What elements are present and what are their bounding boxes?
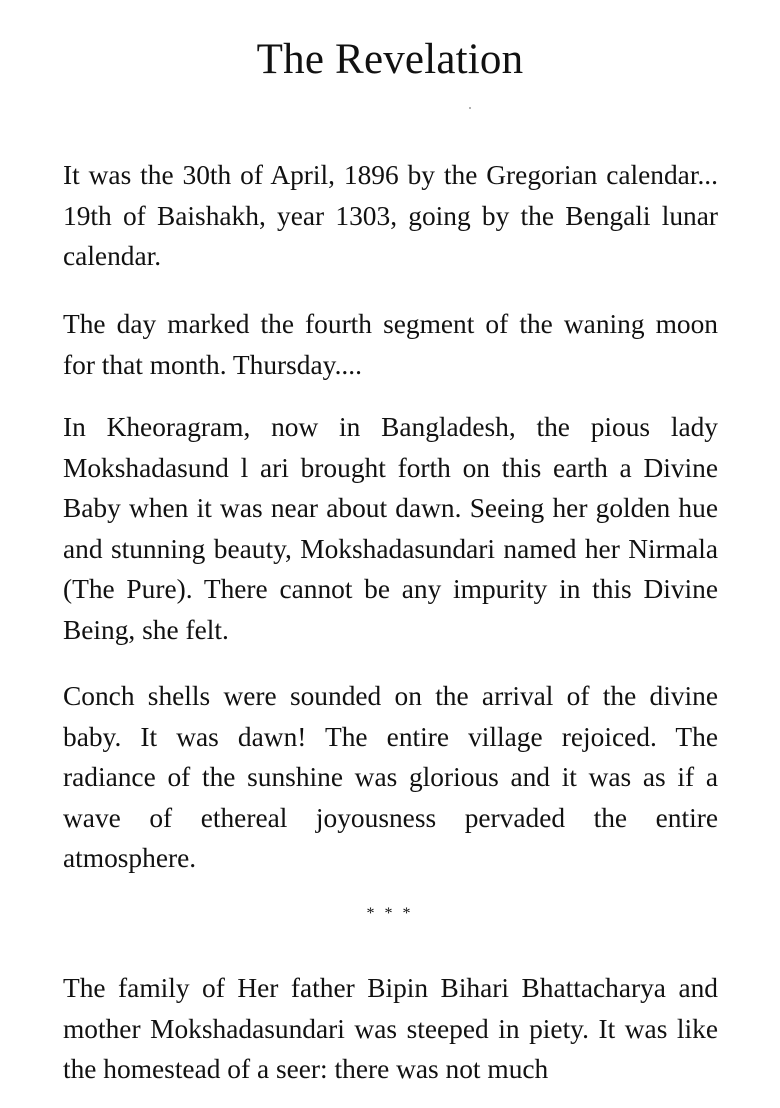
chapter-title: The Revelation [256, 36, 524, 83]
paragraph-birth: In Kheoragram, now in Bangladesh, the pious lady Mokshadasund l ari brought forth on this earth a Divine Baby when it was near about dawn. Seeing her golden hue and stunning beauty, Mokshadasundari named her Nirmala (The Pure). There cannot be any impurity in this Divine Being, she felt. [63, 412, 718, 645]
paragraph-date: It was the 30th of April, 1896 by the Gregorian calendar... 19th of Baishakh, year 1303, going by the Bengali lunar calendar. [63, 160, 718, 271]
scan-speck [469, 107, 471, 109]
paragraph-family: The family of Her father Bipin Bihari Bhattacharya and mother Mokshadasundari was steeped in piety. It was like the homestead of a seer: there was not much [63, 973, 718, 1084]
paragraph-moon: The day marked the fourth segment of the waning moon for that month. Thursday.... [63, 309, 718, 380]
section-break: * * * [366, 905, 414, 922]
paragraph-celebration: Conch shells were sounded on the arrival of the divine baby. It was dawn! The entire village rejoiced. The radiance of the sunshine was glorious and it was as if a wave of ethereal joyousness pervaded the entire atmosphere. [63, 681, 718, 873]
